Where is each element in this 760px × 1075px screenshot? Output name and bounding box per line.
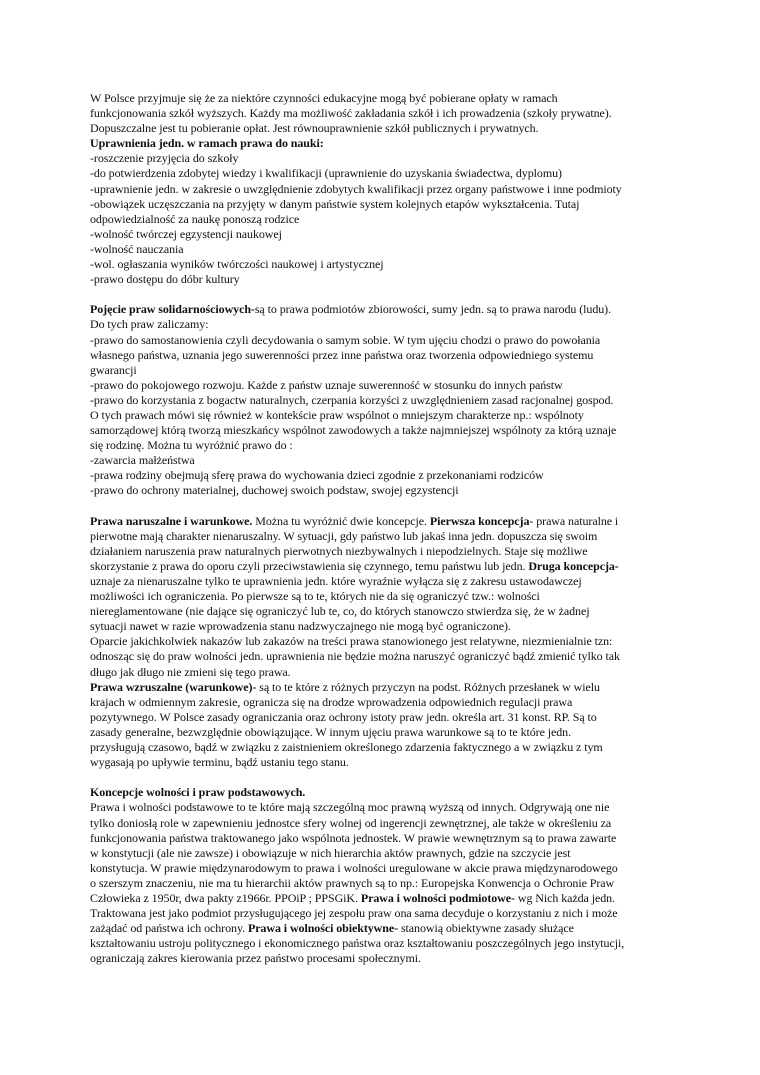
text-run: kształtowaniu ustroju politycznego i ekonomicznego państwa oraz kształtowaniu poszczególnych jego instytucji,: [90, 936, 625, 951]
text-run: Oparcie jakichkolwiek nakazów lub zakazów na treści prawa stanowionego jest relatywne, niezmienialnie tzn:: [90, 634, 613, 649]
text-run: Dopuszczalne jest tu pobieranie opłat. Jest równouprawnienie szkół publicznych i prywatnych.: [90, 121, 539, 136]
text-run: skorzystanie z prawa do oporu czyli przeciwstawienia się czynnego, temu państwu lub jedn.: [90, 558, 529, 573]
text-run: -uprawnienie jedn. w zakresie o uwzględnienie zdobytych kwalifikacji przez organy państwowe i inne podmioty: [90, 181, 622, 196]
text-run: są to prawa podmiotów zbiorowości, sumy jedn. są to prawa narodu (ludu).: [254, 302, 612, 317]
text-run: odpowiedzialność za naukę ponoszą rodzice: [90, 211, 300, 226]
text-section: [90, 514, 670, 771]
text-line: [90, 619, 670, 634]
bold-text: Prawa wzruszalne (warunkowe)-: [90, 679, 257, 694]
text-line: [90, 423, 670, 438]
text-line: [90, 816, 670, 831]
text-line: [90, 272, 670, 287]
text-run: są to te które z różnych przyczyn na podst. Różnych przesłanek w wielu: [256, 679, 600, 694]
text-run: niereglamentowane (nie dające się ograniczyć lub te, co, do których stanowczo stwierdza się, że w żadnej: [90, 604, 590, 619]
text-run: -prawo do korzystania z bogactw naturalnych, czerpania korzyści z uwzględnieniem zasad racjonalnej gospod.: [90, 392, 614, 407]
text-line: [90, 785, 670, 800]
text-line: [90, 634, 670, 649]
text-run: wygasają po upływie terminu, bądź ustaniu tego stanu.: [90, 755, 349, 770]
text-run: funkcjonowania szkół wyższych. Każdy ma możliwość zakładania szkół i ich prowadzenia (szkoły prywatne).: [90, 106, 612, 121]
text-line: [90, 514, 670, 529]
text-run: Do tych praw zaliczamy:: [90, 317, 209, 332]
text-run: krajach w odmiennym zakresie, ogranicza się na drodze wprowadzenia odpowiednich regulacji prawa: [90, 694, 573, 709]
text-run: uznaje za nienaruszalne tylko te uprawnienia jedn. które wyraźnie wyłącza się z zakresu ustawodawczej: [90, 574, 582, 588]
text-line: [90, 378, 670, 393]
text-line: [90, 363, 670, 378]
text-run: -zawarcia małżeństwa: [90, 453, 195, 468]
text-run: o szerszym znaczeniu, nie ma tu hierarchii aktów prawnych są to np.: Europejska Konwencja o Ochronie Praw: [90, 875, 615, 890]
text-run: O tych prawach mówi się również w kontekście praw wspólnot o mniejszym charakterze np.: wspólnoty: [90, 407, 584, 422]
bold-text: Koncepcje wolności i praw podstawowych.: [90, 785, 306, 800]
text-line: [90, 725, 670, 740]
text-run: -wolność nauczania: [90, 241, 184, 256]
bold-text: Pojęcie praw solidarnościowych-: [90, 302, 255, 317]
text-line: [90, 755, 670, 770]
bold-text: Pierwsza koncepcja: [429, 513, 530, 528]
text-line: [90, 936, 670, 951]
text-line: [90, 166, 670, 181]
bold-text: Prawa i wolności podmiotowe-: [360, 890, 515, 905]
text-line: [90, 544, 670, 559]
text-run: tylko doniosłą role w zapewnieniu jednostce sfery wolnej od ingerencji zewnętrznej, ale także w określeniu za: [90, 815, 612, 830]
text-run: Człowieka z 1950r, dwa pakty z1966r. PPOiP ; PPSGiK.: [90, 890, 361, 905]
text-run: -obowiązek uczęszczania na przyjęty w danym państwie system kolejnych etapów wykształcenia. Tutaj: [90, 196, 580, 211]
text-run: przysługują czasowo, bądź w związku z zaistnieniem określonego zdarzenia faktycznego a w związku z tym: [90, 740, 603, 755]
text-line: [90, 483, 670, 498]
text-run: -wol. ogłaszania wyników twórczości naukowej i artystycznej: [90, 257, 384, 272]
text-run: -prawo do pokojowego rozwoju. Każde z państw uznaje suwerenność w stosunku do innych państw: [90, 377, 563, 392]
text-line: [90, 891, 670, 906]
text-run: Prawa i wolności podstawowe to te które mają szczególną moc prawną wyższą od innych. Odgrywają one nie: [90, 800, 610, 815]
text-line: [90, 604, 670, 619]
text-run: Można tu wyróżnić dwie koncepcje.: [252, 513, 430, 528]
text-line: [90, 680, 670, 695]
text-line: [90, 861, 670, 876]
text-line: [90, 212, 670, 227]
text-line: [90, 710, 670, 725]
text-line: [90, 740, 670, 755]
paragraph-gap: [90, 770, 670, 785]
text-line: [90, 876, 670, 891]
text-run: -do potwierdzenia zdobytej wiedzy i kwalifikacji (uprawnienie do uzyskania świadectwa, dyplomu): [90, 166, 562, 181]
text-run: -wolność twórczej egzystencji naukowej: [90, 226, 282, 241]
text-run: w konstytucji (ale nie zawsze) i obowiązuje w nich hierarchia aktów prawnych, gdzie na szczycie jest: [90, 845, 571, 860]
bold-text: Druga koncepcja-: [528, 558, 619, 573]
text-line: [90, 91, 670, 106]
text-line: [90, 136, 670, 151]
text-run: -prawo do ochrony materialnej, duchowej swoich podstaw, swojej egzystencji: [90, 483, 459, 498]
text-run: - prawa naturalne i: [529, 513, 619, 528]
text-line: [90, 348, 670, 363]
text-run: W Polsce przyjmuje się że za niektóre czynności edukacyjne mogą być pobierane opłaty w ramach: [90, 91, 558, 105]
document-page: [90, 91, 670, 966]
text-line: [90, 121, 670, 136]
text-run: zasady generalne, bezwzględnie obowiązujące. W innym ujęciu prawa warunkowe są to te które jedn.: [90, 724, 572, 739]
text-line: [90, 197, 670, 212]
text-run: pozytywnego. W Polsce zasady ograniczania oraz ochrony istoty praw jedn. określa art. 31 konst. RP. Są to: [90, 709, 597, 724]
text-line: [90, 151, 670, 166]
text-line: [90, 408, 670, 423]
text-run: -roszczenie przyjęcia do szkoły: [90, 151, 239, 166]
paragraph-gap: [90, 499, 670, 514]
text-run: sytuacji nawet w razie wprowadzenia stanu nadzwyczajnego nie mogą być ograniczone).: [90, 619, 511, 634]
text-line: [90, 302, 670, 317]
text-line: [90, 227, 670, 242]
text-run: się rodzinę. Można tu wyróżnić prawo do :: [90, 438, 293, 453]
text-line: [90, 665, 670, 680]
text-run: zażądać od państwa ich ochrony.: [90, 921, 248, 936]
text-line: [90, 106, 670, 121]
text-line: [90, 257, 670, 272]
text-run: samorządowej którą tworzą mieszkańcy wspólnot zawodowych a także najmniejszej wspólnoty za którą uznaje: [90, 423, 617, 438]
text-run: -prawo dostępu do dóbr kultury: [90, 272, 240, 287]
text-line: [90, 333, 670, 348]
text-section: [90, 302, 670, 498]
text-line: [90, 831, 670, 846]
text-line: [90, 951, 670, 966]
text-run: długo jak długo nie zmieni się tego prawa.: [90, 664, 291, 679]
bold-text: Prawa naruszalne i warunkowe.: [90, 513, 253, 528]
paragraph-gap: [90, 287, 670, 302]
text-line: [90, 317, 670, 332]
text-line: [90, 393, 670, 408]
text-run: funkcjonowania państwa traktowanego jako wspólnota jednostek. W prawie wewnętrznym są to prawa zawarte: [90, 830, 617, 845]
text-line: [90, 649, 670, 664]
text-run: odnosząc się do praw wolności jedn. uprawnienia nie będzie można naruszyć ograniczyć bądź zmienić tylko tak: [90, 649, 620, 664]
text-line: [90, 438, 670, 453]
text-section: [90, 91, 670, 287]
text-line: [90, 182, 670, 197]
text-line: [90, 453, 670, 468]
text-run: ograniczają zakres kierowania przez państwo procesami społecznymi.: [90, 951, 421, 966]
text-run: -prawa rodziny obejmują sferę prawa do wychowania dzieci zgodnie z przekonaniami rodziców: [90, 468, 544, 483]
text-line: [90, 800, 670, 815]
text-run: Traktowana jest jako podmiot przysługującego jej zespołu praw ona sama decyduje o korzystaniu z nich i może: [90, 906, 618, 921]
text-run: konstytucja. W prawie międzynarodowym to prawa i wolności uregulowane w akcie prawa międzynarodowego: [90, 860, 618, 875]
text-line: [90, 242, 670, 257]
text-run: stanowią obiektywne zasady służące: [398, 921, 574, 936]
text-run: wg Nich każda jedn.: [514, 890, 615, 905]
text-line: [90, 559, 670, 574]
text-line: [90, 921, 670, 936]
text-run: -prawo do samostanowienia czyli decydowania o samym sobie. W tym ujęciu chodzi o prawo do powołania: [90, 332, 601, 347]
text-run: własnego państwa, uznania jego suwerenności przez inne państwa oraz tworzenia odpowiedniego systemu: [90, 347, 594, 362]
text-run: działaniem naruszenia praw naturalnych pierwotnych niezbywalnych i niepodzielnych. Staje się możliwe: [90, 543, 588, 558]
text-run: pierwotne mają charakter nienaruszalny. W sytuacji, gdy państwo lub jakaś inna jedn. dopuszcza się swoim: [90, 528, 598, 543]
text-line: [90, 695, 670, 710]
text-line: [90, 846, 670, 861]
text-line: [90, 574, 670, 589]
text-run: możliwości ich ograniczenia. Po pierwsze są to te, których nie da się ograniczyć tzw.: wolności: [90, 589, 540, 604]
bold-text: Uprawnienia jedn. w ramach prawa do nauki:: [90, 136, 324, 151]
text-line: [90, 589, 670, 604]
text-line: [90, 529, 670, 544]
bold-text: Prawa i wolności obiektywne-: [247, 921, 399, 936]
text-section: [90, 785, 670, 966]
text-line: [90, 468, 670, 483]
text-line: [90, 906, 670, 921]
text-run: gwarancji: [90, 362, 137, 377]
